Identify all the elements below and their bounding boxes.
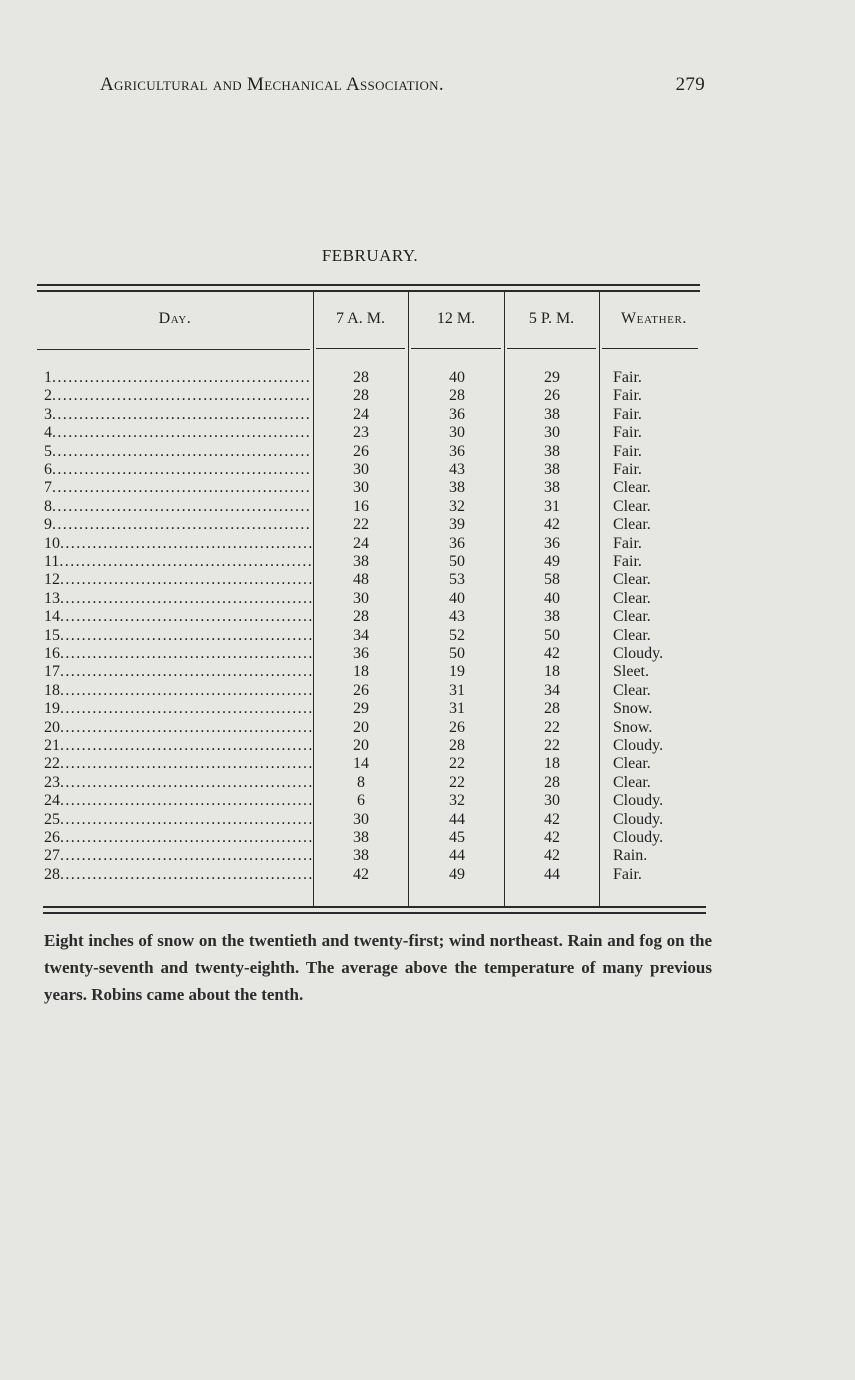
temp-7am-cell: 23 bbox=[353, 424, 369, 442]
temp-12m-cell: 44 bbox=[449, 847, 465, 865]
day-cell: 5 ..... bbox=[44, 443, 312, 461]
temp-7am-cell: 6 bbox=[357, 792, 365, 810]
weather-cell: Cloudy. bbox=[613, 810, 664, 828]
weather-cell: Clear. bbox=[613, 479, 651, 497]
table-row bbox=[0, 479, 855, 497]
day-cell: 12 ..... bbox=[44, 571, 312, 589]
header-rule-12m bbox=[411, 348, 501, 349]
day-cell: 14 ..... bbox=[44, 608, 312, 626]
temp-5pm-cell: 44 bbox=[544, 865, 560, 883]
table-row bbox=[0, 406, 855, 424]
table-row bbox=[0, 682, 855, 700]
temp-7am-cell: 26 bbox=[353, 442, 369, 460]
temp-7am-cell: 18 bbox=[353, 663, 369, 681]
weather-cell: Clear. bbox=[613, 497, 651, 515]
temp-12m-cell: 44 bbox=[449, 810, 465, 828]
temp-5pm-cell: 22 bbox=[544, 718, 560, 736]
temp-7am-cell: 8 bbox=[357, 773, 365, 791]
temp-5pm-cell: 38 bbox=[544, 405, 560, 423]
temp-12m-cell: 22 bbox=[449, 773, 465, 791]
table-row bbox=[0, 535, 855, 553]
temp-7am-cell: 48 bbox=[353, 571, 369, 589]
temp-12m-cell: 49 bbox=[449, 865, 465, 883]
table-row bbox=[0, 443, 855, 461]
temp-12m-cell: 40 bbox=[449, 369, 465, 386]
temp-12m-cell: 19 bbox=[449, 663, 465, 681]
temp-5pm-cell: 28 bbox=[544, 700, 560, 718]
weather-cell: Cloudy. bbox=[613, 645, 664, 662]
day-cell: 6 ..... bbox=[44, 461, 312, 479]
temp-7am-cell: 28 bbox=[353, 387, 369, 405]
weather-cell: Fair. bbox=[613, 442, 642, 460]
header-rule-weather bbox=[602, 348, 698, 349]
table-row bbox=[0, 387, 855, 405]
temp-5pm-cell: 18 bbox=[544, 755, 560, 773]
table-top-rule-2 bbox=[37, 290, 700, 292]
temp-12m-cell: 43 bbox=[449, 461, 465, 478]
day-cell: 25 ..... bbox=[44, 811, 312, 829]
table-row bbox=[0, 866, 855, 884]
day-cell: 4 ..... bbox=[44, 424, 312, 442]
weather-cell: Clear. bbox=[613, 681, 651, 699]
temp-5pm-cell: 42 bbox=[544, 810, 560, 828]
day-cell: 21 ..... bbox=[44, 737, 312, 755]
weather-cell: Fair. bbox=[613, 534, 642, 552]
temp-12m-cell: 31 bbox=[449, 700, 465, 718]
table-row bbox=[0, 774, 855, 792]
weather-cell: Cloudy. bbox=[613, 792, 664, 810]
table-bottom-rule bbox=[43, 906, 706, 908]
table-row bbox=[0, 737, 855, 755]
col-head-day: Day. bbox=[158, 310, 192, 327]
weather-cell: Fair. bbox=[613, 387, 642, 405]
day-cell: 16 ..... bbox=[44, 645, 312, 663]
temp-5pm-cell: 31 bbox=[544, 497, 560, 515]
table-row bbox=[0, 792, 855, 810]
table-row bbox=[0, 847, 855, 865]
day-cell: 9 ..... bbox=[44, 516, 312, 534]
temp-5pm-cell: 34 bbox=[544, 681, 560, 699]
running-head-title: Agricultural and Mechanical Association. bbox=[100, 74, 444, 95]
temp-5pm-cell: 36 bbox=[544, 534, 560, 552]
weather-cell: Fair. bbox=[613, 553, 642, 570]
weather-cell: Fair. bbox=[613, 424, 642, 442]
temp-5pm-cell: 58 bbox=[544, 571, 560, 589]
weather-cell: Cloudy. bbox=[613, 737, 664, 754]
temp-5pm-cell: 22 bbox=[544, 737, 560, 754]
temp-12m-cell: 43 bbox=[449, 608, 465, 626]
temp-7am-cell: 36 bbox=[353, 645, 369, 662]
temp-5pm-cell: 26 bbox=[544, 387, 560, 405]
table-row bbox=[0, 369, 855, 387]
header-rule-7am bbox=[316, 348, 405, 349]
temp-5pm-cell: 49 bbox=[544, 553, 560, 570]
weather-cell: Fair. bbox=[613, 369, 642, 386]
temp-7am-cell: 30 bbox=[353, 810, 369, 828]
col-head-5pm: 5 P. M. bbox=[528, 310, 575, 327]
temp-12m-cell: 36 bbox=[449, 534, 465, 552]
temp-5pm-cell: 29 bbox=[544, 369, 560, 386]
temp-5pm-cell: 28 bbox=[544, 773, 560, 791]
table-row bbox=[0, 461, 855, 479]
day-cell: 28 ..... bbox=[44, 866, 312, 884]
temp-7am-cell: 38 bbox=[353, 829, 369, 846]
col-head-12m: 12 M. bbox=[436, 310, 476, 327]
weather-cell: Fair. bbox=[613, 405, 642, 423]
weather-cell: Clear. bbox=[613, 626, 651, 644]
header-rule-5pm bbox=[507, 348, 596, 349]
weather-cell: Clear. bbox=[613, 755, 651, 773]
temp-12m-cell: 52 bbox=[449, 626, 465, 644]
table-title: FEBRUARY. bbox=[321, 246, 419, 265]
temp-7am-cell: 28 bbox=[353, 608, 369, 626]
day-cell: 15 ..... bbox=[44, 627, 312, 645]
table-row bbox=[0, 571, 855, 589]
header-rule-day bbox=[37, 349, 310, 350]
footnote-paragraph: Eight inches of snow on the twentieth and twenty-first; wind northeast. Rain and fog on the twenty-seventh and twenty-eighth. The average above the temperature of many previous years. Robins came about the tenth. bbox=[44, 931, 712, 1004]
temp-5pm-cell: 30 bbox=[544, 792, 560, 810]
temp-12m-cell: 31 bbox=[449, 681, 465, 699]
day-cell: 23 ..... bbox=[44, 774, 312, 792]
temp-7am-cell: 42 bbox=[353, 865, 369, 883]
running-head bbox=[100, 74, 705, 96]
temp-12m-cell: 26 bbox=[449, 718, 465, 736]
table-row bbox=[0, 498, 855, 516]
weather-cell: Clear. bbox=[613, 589, 651, 607]
day-cell: 22 ..... bbox=[44, 755, 312, 773]
table-row bbox=[0, 516, 855, 534]
day-cell: 19 ..... bbox=[44, 700, 312, 718]
temp-7am-cell: 24 bbox=[353, 534, 369, 552]
weather-cell: Clear. bbox=[613, 608, 651, 626]
weather-cell: Clear. bbox=[613, 773, 651, 791]
temp-12m-cell: 50 bbox=[449, 553, 465, 570]
table-row bbox=[0, 829, 855, 847]
day-cell: 7 ..... bbox=[44, 479, 312, 497]
weather-cell: Clear. bbox=[613, 571, 651, 589]
table-top-rule bbox=[37, 284, 700, 286]
weather-cell: Clear. bbox=[613, 516, 651, 534]
day-cell: 10 ..... bbox=[44, 535, 312, 553]
temp-7am-cell: 22 bbox=[353, 516, 369, 534]
table-row bbox=[0, 627, 855, 645]
table-row bbox=[0, 700, 855, 718]
temp-12m-cell: 40 bbox=[449, 589, 465, 607]
table-row bbox=[0, 424, 855, 442]
day-cell: 20 ..... bbox=[44, 719, 312, 737]
temp-7am-cell: 24 bbox=[353, 405, 369, 423]
temp-5pm-cell: 30 bbox=[544, 424, 560, 442]
day-cell: 27 ..... bbox=[44, 847, 312, 865]
day-cell: 24 ..... bbox=[44, 792, 312, 810]
day-cell: 18 ..... bbox=[44, 682, 312, 700]
temp-12m-cell: 50 bbox=[449, 645, 465, 662]
temp-12m-cell: 53 bbox=[449, 571, 465, 589]
temp-5pm-cell: 42 bbox=[544, 516, 560, 534]
temp-12m-cell: 36 bbox=[449, 405, 465, 423]
day-cell: 17 ..... bbox=[44, 663, 312, 681]
temp-5pm-cell: 42 bbox=[544, 645, 560, 662]
table-bottom-rule-2 bbox=[43, 912, 706, 914]
temp-7am-cell: 38 bbox=[353, 553, 369, 570]
temp-12m-cell: 32 bbox=[449, 497, 465, 515]
table-row bbox=[0, 590, 855, 608]
temp-12m-cell: 32 bbox=[449, 792, 465, 810]
temp-12m-cell: 39 bbox=[449, 516, 465, 534]
temp-5pm-cell: 50 bbox=[544, 626, 560, 644]
table-row bbox=[0, 553, 855, 571]
temp-5pm-cell: 42 bbox=[544, 847, 560, 865]
temp-12m-cell: 22 bbox=[449, 755, 465, 773]
temp-7am-cell: 30 bbox=[353, 589, 369, 607]
weather-cell: Fair. bbox=[613, 461, 642, 478]
temp-12m-cell: 30 bbox=[449, 424, 465, 442]
temp-7am-cell: 20 bbox=[353, 737, 369, 754]
table-row bbox=[0, 645, 855, 663]
day-cell: 26 ..... bbox=[44, 829, 312, 847]
temp-7am-cell: 34 bbox=[353, 626, 369, 644]
table-row bbox=[0, 663, 855, 681]
weather-cell: Snow. bbox=[613, 700, 653, 718]
table-row bbox=[0, 608, 855, 626]
table-row bbox=[0, 811, 855, 829]
temp-7am-cell: 29 bbox=[353, 700, 369, 718]
table-row bbox=[0, 719, 855, 737]
temp-7am-cell: 38 bbox=[353, 847, 369, 865]
temp-7am-cell: 20 bbox=[353, 718, 369, 736]
temp-7am-cell: 30 bbox=[353, 479, 369, 497]
temp-12m-cell: 28 bbox=[449, 737, 465, 754]
temp-12m-cell: 38 bbox=[449, 479, 465, 497]
day-cell: 13 ..... bbox=[44, 590, 312, 608]
temp-7am-cell: 26 bbox=[353, 681, 369, 699]
col-head-weather: Weather. bbox=[620, 310, 688, 327]
temp-5pm-cell: 38 bbox=[544, 608, 560, 626]
day-cell: 11 ..... bbox=[44, 553, 312, 571]
col-head-7am: 7 A. M. bbox=[336, 310, 385, 327]
weather-cell: Rain. bbox=[613, 847, 648, 865]
temp-7am-cell: 14 bbox=[353, 755, 369, 773]
temp-5pm-cell: 18 bbox=[544, 663, 560, 681]
temp-5pm-cell: 38 bbox=[544, 479, 560, 497]
temp-5pm-cell: 38 bbox=[544, 461, 560, 478]
temp-5pm-cell: 40 bbox=[544, 589, 560, 607]
temp-5pm-cell: 38 bbox=[544, 442, 560, 460]
page-number: 279 bbox=[675, 74, 705, 95]
day-cell: 8 ..... bbox=[44, 498, 312, 516]
weather-cell: Sleet. bbox=[613, 663, 649, 681]
weather-cell: Fair. bbox=[613, 865, 642, 883]
temp-5pm-cell: 42 bbox=[544, 829, 560, 846]
temp-12m-cell: 45 bbox=[449, 829, 465, 846]
day-cell: 3 ..... bbox=[44, 406, 312, 424]
weather-cell: Cloudy. bbox=[613, 829, 664, 846]
temp-12m-cell: 28 bbox=[449, 387, 465, 405]
temp-7am-cell: 16 bbox=[353, 497, 369, 515]
temp-12m-cell: 36 bbox=[449, 442, 465, 460]
weather-cell: Snow. bbox=[613, 718, 653, 736]
table-row bbox=[0, 755, 855, 773]
temp-7am-cell: 30 bbox=[353, 461, 369, 478]
temp-7am-cell: 28 bbox=[353, 369, 369, 386]
day-cell: 2 ..... bbox=[44, 387, 312, 405]
day-cell: 1 ..... bbox=[44, 369, 312, 387]
